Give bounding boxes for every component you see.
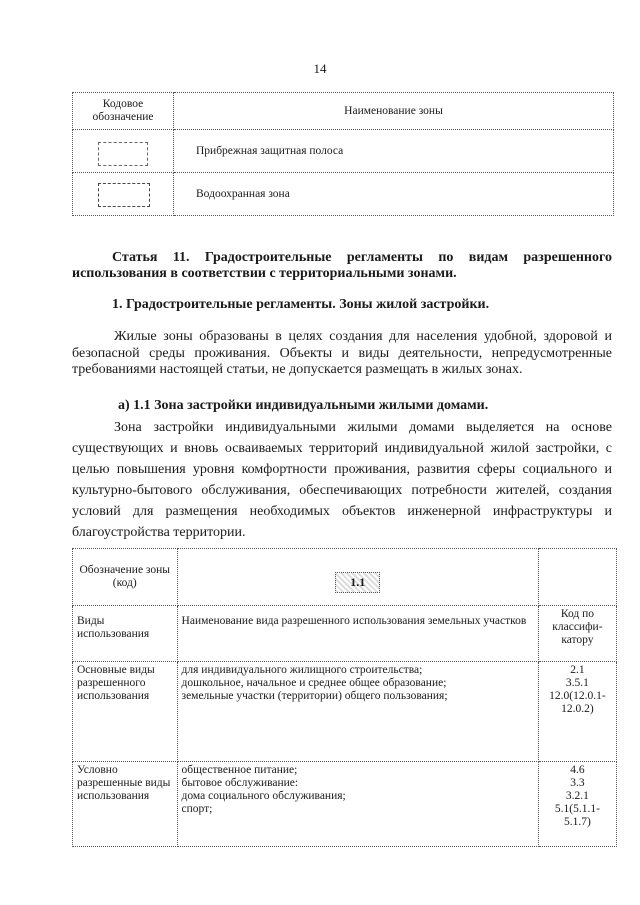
list-item: 4.6 [570, 764, 585, 776]
zone-code: 1.1 [335, 572, 380, 593]
list-item: 3.2.1 [565, 790, 589, 802]
zone-regulation-table [72, 548, 617, 847]
page-number: 14 [313, 61, 327, 76]
list-item: 3.3 [570, 777, 585, 789]
legend-symbol-cell [73, 130, 174, 173]
legend-header-code: Кодовое обозначение [73, 93, 174, 130]
coastal-strip-symbol-icon [98, 142, 148, 166]
water-protection-symbol-icon [98, 183, 150, 207]
list-item: 5.1.7) [564, 816, 591, 828]
list-item: 12.0.2) [561, 703, 594, 715]
conditional-uses-label: Условно разрешенные виды использования [73, 762, 178, 847]
list-item: дошкольное, начальное и среднее общее образование; [181, 677, 447, 689]
list-item: 5.1(5.1.1- [554, 803, 600, 815]
article-title: Статья 11. Градостроительные регламенты по видам разрешенного использования в соответствии с территориальными зонами. [72, 250, 612, 281]
main-codes-list [538, 662, 616, 762]
main-uses-label: Основные виды разрешенного использования [73, 662, 178, 762]
list-item: бытовое обслуживание: [181, 777, 299, 789]
legend-table [72, 92, 614, 216]
list-item: земельные участки (территории) общего пользования; [181, 690, 448, 702]
legend-header-name: Наименование зоны [174, 93, 614, 130]
intro-paragraph: Жилые зоны образованы в целях создания для населения удобной, здоровой и безопасной среды проживания. Объекты и виды деятельности, непредусмотренные требованиями настоящей статьи, не допускается размещать в жилых зонах. [72, 329, 612, 377]
list-item: дома социального обслуживания; [181, 790, 346, 802]
legend-zone-name: Водоохранная зона [174, 173, 614, 216]
code-header: Код по классифи-катору [538, 606, 616, 662]
section-title: 1. Градостроительные регламенты. Зоны жилой застройки. [112, 297, 490, 312]
zone-code-cell [177, 549, 538, 606]
list-item: общественное питание; [181, 764, 298, 776]
legend-symbol-cell [73, 173, 174, 216]
list-item: спорт; [181, 803, 213, 815]
list-item: 12.0(12.0.1- [549, 690, 606, 702]
zone-code-label: Обозначение зоны (код) [73, 549, 178, 606]
uses-label: Виды использования [73, 606, 178, 662]
uses-name-header: Наименование вида разрешенного использования земельных участков [177, 606, 538, 662]
conditional-codes-list [538, 762, 616, 847]
subsection-title: а) 1.1 Зона застройки индивидуальными жилыми домами. [118, 398, 489, 413]
list-item: для индивидуального жилищного строительства; [181, 664, 423, 676]
empty-cell [538, 549, 616, 606]
subsection-paragraph: Зона застройки индивидуальными жилыми домами выделяется на основе существующих и вновь осваиваемых территорий индивидуальной жилой застройки, с целью повышения уровня комфортности проживания, развития сферы социального и культурно-бытового обслуживания, обеспечивающих потребности жителей, создания условий для размещения необходимых объектов инженерной инфраструктуры и благоустройства территории. [72, 420, 612, 540]
conditional-uses-list [177, 762, 538, 847]
legend-zone-name: Прибрежная защитная полоса [174, 130, 614, 173]
main-uses-list [177, 662, 538, 762]
list-item: 2.1 [570, 664, 585, 676]
list-item: 3.5.1 [565, 677, 589, 689]
